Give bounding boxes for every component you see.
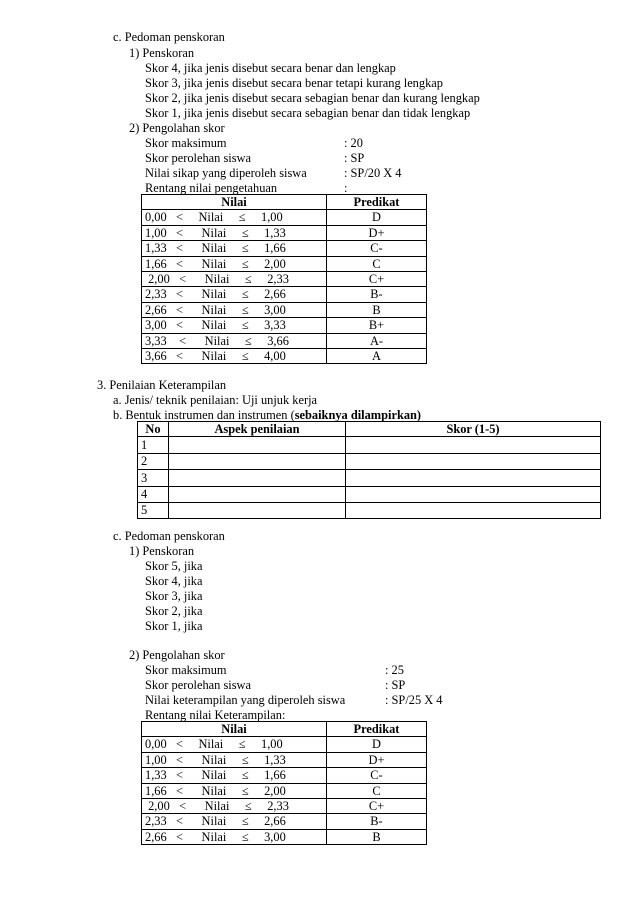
table-row [142,225,427,240]
nilai-cell: 1,33 < Nilai ≤ 1,66 [142,768,327,783]
nilai-cell: 0,00 < Nilai ≤ 1,00 [142,210,327,225]
aspek-cell[interactable] [169,502,346,518]
nilai-cell: 1,66 < Nilai ≤ 2,00 [142,256,327,271]
skor-line: Skor 2, jika [145,604,203,618]
header-predikat: Predikat [327,722,427,737]
table-row [142,737,427,752]
skor-line: Skor 4, jika [145,574,203,588]
header-nilai: Nilai [142,722,327,737]
table-row [142,333,427,348]
row-label: Nilai sikap yang diperoleh siswa [145,166,307,180]
table-row [138,502,601,518]
row-value: : 20 [344,136,363,150]
predikat-cell: C [327,783,427,798]
section3-bentuk-prefix: b. Bentuk instrumen dan instrumen ( [113,408,295,422]
table-row [142,302,427,317]
nilai-cell: 0,00 < Nilai ≤ 1,00 [142,737,327,752]
row-value: : SP [344,151,365,165]
predikat-cell: D [327,210,427,225]
table-row [142,783,427,798]
table-row [142,752,427,767]
aspek-cell[interactable] [169,470,346,486]
header-skor: Skor (1-5) [346,422,601,437]
table-row [142,241,427,256]
row-label: Skor maksimum [145,136,227,150]
table-row [142,814,427,829]
row-value: : [344,181,348,195]
predikat-cell: B [327,829,427,844]
predikat-cell: A- [327,333,427,348]
predikat-cell: C+ [327,799,427,814]
section-c1-title: c. Pedoman penskoran [113,30,225,44]
predikat-cell: B+ [327,318,427,333]
row-value: : 25 [385,663,404,677]
header-nilai: Nilai [142,195,327,210]
no-cell: 1 [138,437,169,453]
table-row [142,272,427,287]
predikat-cell: C- [327,241,427,256]
aspek-penilaian-table [137,421,601,519]
skor-line: Skor 5, jika [145,559,203,573]
section3-title: 3. Penilaian Keterampilan [97,378,227,392]
nilai-cell: 2,33 < Nilai ≤ 2,66 [142,287,327,302]
row-value: : SP [385,678,406,692]
aspek-cell[interactable] [169,486,346,502]
no-cell: 2 [138,453,169,469]
table-row [142,256,427,271]
nilai-cell: 1,00 < Nilai ≤ 1,33 [142,225,327,240]
no-cell: 5 [138,502,169,518]
row-label: Skor perolehan siswa [145,151,251,165]
skor-cell[interactable] [346,470,601,486]
row-label: Rentang nilai Keterampilan: [145,708,286,722]
nilai-cell: 2,66 < Nilai ≤ 3,00 [142,829,327,844]
table-row [138,470,601,486]
skor-cell[interactable] [346,502,601,518]
section-c2-penskoran: 1) Penskoran [129,544,195,558]
nilai-cell: 1,66 < Nilai ≤ 2,00 [142,783,327,798]
table-row [142,829,427,844]
aspek-cell[interactable] [169,453,346,469]
table-row [138,486,601,502]
predikat-cell: B [327,302,427,317]
section3-bentuk-bold: sebaiknya dilampirkan) [294,408,422,422]
nilai-cell: 2,00 < Nilai ≤ 2,33 [142,272,327,287]
section-c1-penskoran: 1) Penskoran [129,46,195,60]
header-predikat: Predikat [327,195,427,210]
aspek-cell[interactable] [169,437,346,453]
row-value: : SP/20 X 4 [344,166,402,180]
predikat-cell: A [327,349,427,364]
predikat-cell: C- [327,768,427,783]
table-row [142,210,427,225]
nilai-cell: 1,00 < Nilai ≤ 1,33 [142,752,327,767]
skor-line: Skor 1, jika [145,619,203,633]
nilai-cell: 3,66 < Nilai ≤ 4,00 [142,349,327,364]
header-no: No [138,422,169,437]
no-cell: 3 [138,470,169,486]
nilai-cell: 2,66 < Nilai ≤ 3,00 [142,302,327,317]
header-aspek: Aspek penilaian [169,422,346,437]
table-row [138,453,601,469]
predikat-cell: B- [327,814,427,829]
nilai-cell: 2,00 < Nilai ≤ 2,33 [142,799,327,814]
row-label: Skor perolehan siswa [145,678,251,692]
nilai-cell: 3,33 < Nilai ≤ 3,66 [142,333,327,348]
skor-cell[interactable] [346,437,601,453]
skor-line: Skor 1, jika jenis disebut secara sebagian benar dan tidak lengkap [145,106,471,120]
predikat-cell: C [327,256,427,271]
predikat-cell: B- [327,287,427,302]
row-label: Rentang nilai pengetahuan [145,181,278,195]
skor-cell[interactable] [346,486,601,502]
no-cell: 4 [138,486,169,502]
table-header-row [142,195,427,210]
skor-line: Skor 3, jika jenis disebut secara benar tetapi kurang lengkap [145,76,443,90]
row-label: Skor maksimum [145,663,227,677]
skor-line: Skor 4, jika jenis disebut secara benar dan lengkap [145,61,396,75]
table-header-row [142,722,427,737]
table-row [142,318,427,333]
predikat-cell: D+ [327,225,427,240]
row-value: : SP/25 X 4 [385,693,443,707]
table-row [138,437,601,453]
predikat-cell: D [327,737,427,752]
table-row [142,287,427,302]
predikat-cell: D+ [327,752,427,767]
skor-line: Skor 2, jika jenis disebut secara sebagian benar dan kurang lengkap [145,91,480,105]
section3-jenis: a. Jenis/ teknik penilaian: Uji unjuk kerja [113,393,318,407]
skor-cell[interactable] [346,453,601,469]
section-c1-pengolahan: 2) Pengolahan skor [129,121,225,135]
section-c2-pengolahan: 2) Pengolahan skor [129,648,225,662]
nilai-predikat-table-1 [141,194,427,364]
table-header-row [138,422,601,437]
nilai-predikat-table-2 [141,721,427,845]
section-c2-title: c. Pedoman penskoran [113,529,225,543]
nilai-cell: 3,00 < Nilai ≤ 3,33 [142,318,327,333]
table-row [142,349,427,364]
nilai-cell: 2,33 < Nilai ≤ 2,66 [142,814,327,829]
table-row [142,799,427,814]
skor-line: Skor 3, jika [145,589,203,603]
predikat-cell: C+ [327,272,427,287]
nilai-cell: 1,33 < Nilai ≤ 1,66 [142,241,327,256]
table-row [142,768,427,783]
row-label: Nilai keterampilan yang diperoleh siswa [145,693,346,707]
